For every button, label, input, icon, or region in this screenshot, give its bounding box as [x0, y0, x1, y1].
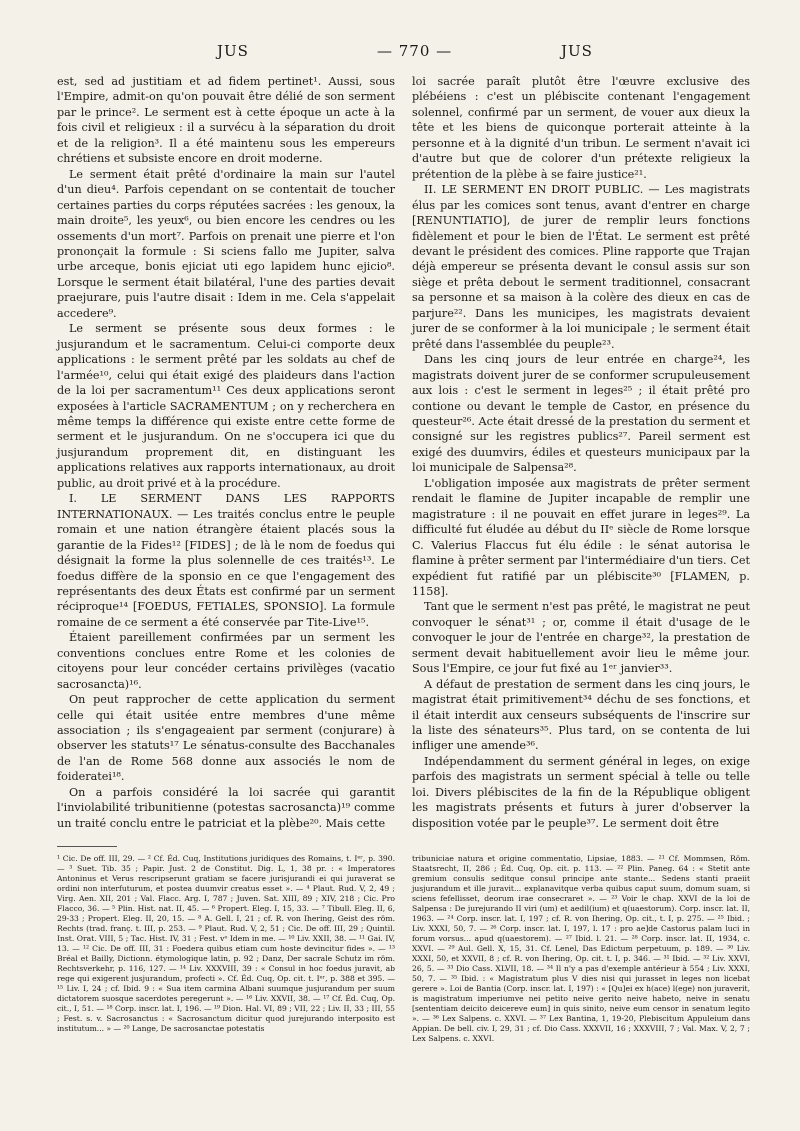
paragraph: Indépendamment du serment général in leges, on exige parfois des magistrats un serment spécial à telle ou telle loi. Divers plébiscites de la fin de la République obligent les magistrats présents et futurs à jurer d'observer la disposition votée par le peuple³⁷. Le serment doit être: [412, 754, 750, 830]
right-column: [412, 74, 750, 831]
paragraph: Tant que le serment n'est pas prêté, le magistrat ne peut convoquer le sénat³¹ ; or, comme il était d'usage de le convoquer le jour de l'entrée en charge³², la prestation de serment devait habituellement avoir lieu le même jour. Sous l'Empire, ce jour fut fixé au 1ᵉʳ janvier³³.: [412, 600, 750, 676]
paragraph: loi sacrée paraît plutôt être l'œuvre exclusive des plébéiens : c'est un plébiscite contenant l'engagement solennel, confirmé par un serment, de vouer aux dieux la tête et les biens de quiconque porterait atteinte à la personne et à la dignité d'un tribun. Le serment n'avait ici d'autre but que de colorer d'un prétexte religieux la prétention de la plèbe à se faire justice²¹.: [412, 75, 750, 181]
footnotes-left: [57, 854, 395, 1034]
paragraph: A défaut de prestation de serment dans les cinq jours, le magistrat était primitivement³⁴ déchu de ses fonctions, et il était interdit aux censeurs subséquents de l'inscrire sur la liste des sénateurs³⁵. Plus tard, on se contenta de lui infliger une amende³⁶.: [412, 677, 750, 753]
paragraph: Le serment se présente sous deux formes : le jusjurandum et le sacramentum. Celui-ci comporte deux applications : le serment prêté par les soldats au chef de l'armée¹⁰, celui qui était exigé des plaideurs dans l'action de la loi per sacramentum¹¹ Ces deux applications seront exposées à l'article SACRAMENTUM ; on y recherchera en même temps la différence qui existe entre cette forme de serment et le jusjurandum. On ne s'occupera ici que du jusjurandum proprement dit, en distinguant les applications relatives aux rapports internationaux, au droit public, au droit privé et à la procédure.: [57, 322, 395, 490]
footnote-separator: [57, 846, 117, 847]
paragraph: Le serment était prêté d'ordinaire la main sur l'autel d'un dieu⁴. Parfois cependant on se contentait de toucher certaines parties du corps réputées sacrées : les genoux, la main droite⁵, les yeux⁶, ou bien encore les cendres ou les ossements d'un mort⁷. Parfois on prenait une pierre et l'on prononçait la formule : Si sciens fallo me Jupiter, salva urbe arceque, bonis ejiciat uti ego lapidem hunc ejicio⁸. Lorsque le serment était bilatéral, l'une des parties devait praejurare, puis l'autre disait : Idem in me. Cela s'appelait accedere⁹.: [57, 167, 395, 320]
paragraph: II. LE SERMENT EN DROIT PUBLIC. — Les magistrats élus par les comices sont tenus, avant d'entrer en charge [RENUNTIATIO], de jurer de remplir leurs fonctions fidèlement et pour le bien de l'État. Le serment est prêté devant le président des comices. Pline rapporte que Trajan déjà empereur se présenta devant le consul assis sur son siège et prêta debout le serment traditionnel, consacrant sa personne et sa maison à la colère des dieux en cas de parjure²². Dans les municipes, les magistrats devaient jurer de se conformer à la loi municipale ; le serment était prêté dans l'assemblée du peuple²³.: [412, 183, 750, 351]
page-number: — 770 —: [377, 42, 453, 60]
paragraph: On a parfois considéré la loi sacrée qui garantit l'inviolabilité tribunitienne (potestas sacrosancta)¹⁹ comme un traité conclu entre le patriciat et la plèbe²⁰. Mais cette: [57, 785, 395, 830]
paragraph: Dans les cinq jours de leur entrée en charge²⁴, les magistrats doivent jurer de se conformer scrupuleusement aux lois : c'est le serment in leges²⁵ ; il était prêté pro contione ou devant le temple de Castor, en présence du questeur²⁶. Acte était dressé de la prestation du serment et consigné sur les registres publics²⁷. Pareil serment est exigé des duumvirs, édiles et questeurs municipaux par la loi municipale de Salpensa²⁸.: [412, 353, 750, 475]
paragraph: On peut rapprocher de cette application du serment celle qui était usitée entre membres d'une même association ; ils s'engageaient par serment (conjurare) à observer les statuts¹⁷ Le sénatus-consulte des Bacchanales de l'an de Rome 568 donne aux associés le nom de foideratei¹⁸.: [57, 693, 395, 784]
paragraph: I. LE SERMENT DANS LES RAPPORTS INTERNATIONAUX. — Les traités conclus entre le peuple romain et une nation étrangère étaient placés sous la garantie de la Fides¹² [FIDES] ; de là le nom de foedus qui désignait la forme la plus solennelle de ces traités¹³. Le foedus diffère de la sponsio en ce que l'engagement des représentants des deux États est confirmé par un serment réciproque¹⁴ [FOEDUS, FETIALES, SPONSIO]. La formule romaine de ce serment a été conservée par Tite-Live¹⁵.: [57, 492, 395, 629]
paragraph: L'obligation imposée aux magistrats de prêter serment rendait le flamine de Jupiter incapable de remplir une magistrature : il ne pouvait en effet jurare in leges²⁹. La difficulté fut éludée au début du IIᵉ siècle de Rome lorsque C. Valerius Flaccus fut élu édile : le sénat autorisa le flamine à prêter serment par l'intermédiaire d'un tiers. Cet expédient fut ratifié par un plébiscite³⁰ [FLAMEN, p. 1158].: [412, 476, 750, 598]
header-right: JUS: [561, 42, 593, 60]
running-header: [55, 42, 745, 64]
footnote-text: ¹ Cic. De off. III, 29. — ² Cf. Éd. Cuq, Institutions juridiques des Romains, t. Iᵉʳ, p. 390. — ³ Suet. Tib. 35 ; Papir. Just. 2 de Constitut. Dig. L, 1, 38 pr. : « Imperatores Antoninus et Verus rescripserunt gratiam se facere jurisjurandi ei qui juraverat se ordini non interfuturum, et postea duumvir creatus esset ». — ⁴ Plaut. Rud. V, 2, 49 ; Virg. Aen. XII, 201 ; Val. Flacc. Arg. I, 787 ; Juven. Sat. XIII, 89 ; XIV, 218 ; Cic. Pro Flacco, 36. — ⁵ Plin. Hist. nat. II, 45. — ⁶ Propert. Eleg. I, 15, 33. — ⁷ Tibull. Eleg. II, 6, 29-33 ; Propert. Eleg. II, 20, 15. — ⁸ A. Gell. I, 21 ; cf. R. von Ihering, Geist des röm. Rechts (trad. franç. t. III, p. 253. — ⁹ Plaut. Rud. V, 2, 51 ; Cic. De off. III, 29 ; Quintil. Inst. Orat. VIII, 5 ; Tac. Hist. IV, 31 ; Fest. vᵒ Idem in me. — ¹⁰ Liv. XXII, 38. — ¹¹ Gai. IV, 13. — ¹² Cic. De off. III, 31 : Foedera quibus etiam cum hoste devincitur fides ». — ¹³ Bréal et Bailly, Dictionn. étymologique latin, p. 92 ; Danz, Der sacrale Schutz im röm. Rechtsverkehr, p. 116, 127. — ¹⁴ Liv. XXXVIII, 39 : « Consul in hoc foedus juravit, ab rege qui exigerent jusjurandum, profecti ». Cf. Éd. Cuq, Op. cit. t. Iᵉʳ, p. 388 et 395. — ¹⁵ Liv. I, 24 ; cf. Ibid. 9 : « Sua item carmina Albani suumque jusjurandum per suum dictatorem suosque sacerdotes peregerunt ». — ¹⁶ Liv. XXVII, 38. — ¹⁷ Cf. Éd. Cuq, Op. cit., I, 51. — ¹⁸ Corp. inscr. lat. I, 196. — ¹⁹ Dion. Hal. VI, 89 ; VII, 22 ; Liv. II, 33 ; III, 55 ; Fest. s. v. Sacrosanctus : « Sacrosanctum dicitur quod jurejurando interposito est institutum... » — ²⁰ Lange, De sacrosanctae potestatis: [57, 854, 395, 1033]
header-left: JUS: [217, 42, 249, 60]
footnotes-right: [412, 854, 750, 1044]
left-column: [57, 74, 395, 831]
footnote-text: tribuniciae natura et origine commentatio, Lipsiae, 1883. — ²¹ Cf. Mommsen, Röm. Staatsrecht, II, 286 ; Éd. Cuq, Op. cit. p. 113. — ²² Plin. Paneg. 64 : « Stetit ante gremium consulis seditque consul principe ante stante... Sedens stanti praeiit jusjurandum et ille juravit... explanavitque verba quibus caput suum, domum suam, si sciens fefellisset, deorum irae consecraret ». — ²³ Voir le chap. XXVI de la loi de Salpensa : De jurejurando II viri (um) et aedil(ium) et q(uaestorum). Corp. inscr. lat. II, 1963. — ²⁴ Corp. inscr. lat. I, 197 ; cf. R. von Ihering, Op. cit., t. I, p. 275. — ²⁵ Ibid. ; Liv. XXXI, 50, 7. — ²⁶ Corp. inscr. lat. I, 197, l. 17 : pro ae]de Castorus palam luci in forum vorsus... apud q(uaestorem). — ²⁷ Ibid. l. 21. — ²⁸ Corp. inscr. lat. II, 1934, c. XXVI. — ²⁹ Aul. Gell. X, 15, 31. Cf. Lenel, Das Edictum perpetuum, p. 189. — ³⁰ Liv. XXXI, 50, et XXVII, 8 ; cf. R. von Ihering, Op. cit. t. I, p. 346. — ³¹ Ibid. — ³² Liv. XXVI, 26, 5. — ³³ Dio Cass. XLVII, 18. — ³⁴ Il n'y a pas d'exemple antérieur à 554 ; Liv. XXXI, 50, 7. — ³⁵ Ibid. : « Magistratum plus V dies nisi qui jurasset in leges non licebat gerere ». Loi de Bantia (Corp. inscr. lat. I, 197) : « [Qu]ei ex h(ace) l(ege) non juraverit, is magistratum imperiumve nei petito neive gerito neive habeto, neive in senatu [sententiam deicito deicereve eum] in quis sinito, neive eum censor in senatum legito ». — ³⁶ Lex Salpens. c. XXVI. — ³⁷ Lex Bantina, 1, 19-20, Plebiscitum Appuleium dans Appian. De bell. civ. I, 29, 31 ; cf. Dio Cass. XXXVII, 16 ; XXXVIII, 7 ; Val. Max. V, 2, 7 ; Lex Salpens. c. XXVI.: [412, 854, 750, 1043]
paragraph: Étaient pareillement confirmées par un serment les conventions conclues entre Rome et les colonies de citoyens pour leur concéder certains privilèges (vacatio sacrosancta)¹⁶.: [57, 631, 395, 691]
paragraph: est, sed ad justitiam et ad fidem pertinet¹. Aussi, sous l'Empire, admit-on qu'on pouvait être délié de son serment par le prince². Le serment est à cette époque un acte à la fois civil et religieux : il a survécu à la séparation du droit et de la religion³. Il a été maintenu sous les empereurs chrétiens et subsiste encore en droit moderne.: [57, 75, 395, 166]
